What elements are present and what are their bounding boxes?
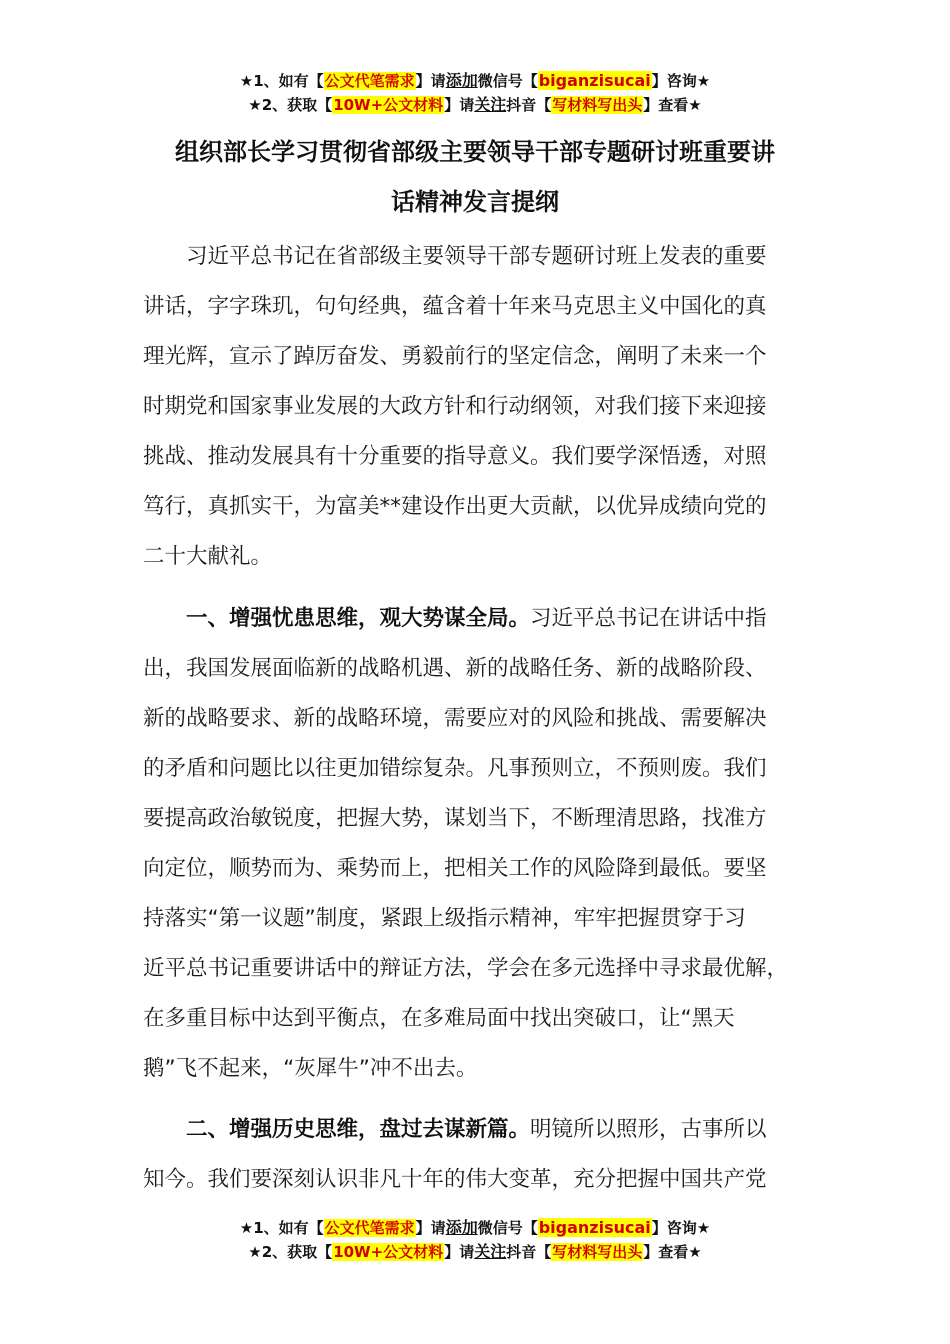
banner-text: 微信号【 — [477, 72, 538, 90]
paragraph-line — [143, 594, 808, 644]
paragraph-text: 明镜所以照形，古事所以 — [530, 1117, 767, 1142]
footer-banner — [0, 1216, 950, 1264]
banner-highlight-douyin: 写材料写出头 — [552, 96, 643, 114]
banner-highlight-douyin: 写材料写出头 — [552, 1243, 643, 1261]
paragraph-line: 持落实“第一议题”制度，紧跟上级指示精神，牢牢把握贯穿于习 — [143, 906, 746, 931]
paragraph-line: 要提高政治敏锐度，把握大势，谋划当下，不断理清思路，找准方 — [143, 806, 767, 831]
paragraph-text: 习近平总书记在讲话中指 — [530, 606, 767, 631]
banner-highlight-wechat-id: biganzisucai — [538, 1218, 651, 1237]
banner-text: 】查看★ — [643, 96, 702, 114]
banner-text: ★1、如有【 — [239, 72, 324, 90]
section-heading: 一、增强忧患思维，观大势谋全局。 — [186, 606, 531, 631]
banner-text: 】请 — [444, 96, 475, 114]
section-heading: 二、增强历史思维，盘过去谋新篇。 — [186, 1117, 531, 1142]
banner-highlight-wechat-id: biganzisucai — [538, 71, 651, 90]
banner-text: 】查看★ — [643, 1243, 702, 1261]
paragraph-line: 新的战略要求、新的战略环境，需要应对的风险和挑战、需要解决 — [143, 706, 767, 731]
banner-text: ★1、如有【 — [239, 1219, 324, 1237]
banner-text: 微信号【 — [477, 1219, 538, 1237]
paragraph-line — [143, 1105, 808, 1155]
banner-line-1 — [0, 1216, 950, 1240]
banner-highlight: 公文代笔需求 — [324, 72, 415, 90]
title-line-1: 组织部长学习贯彻省部级主要领导干部专题研讨班重要讲 — [175, 138, 775, 166]
banner-text: 】请 — [444, 1243, 475, 1261]
paragraph-line: 讲话，字字珠玑，句句经典，蕴含着十年来马克思主义中国化的真 — [143, 294, 767, 319]
title-line-2: 话精神发言提纲 — [391, 188, 559, 216]
banner-text: 】请 — [415, 72, 446, 90]
banner-line-2 — [0, 93, 950, 117]
paragraph-intro — [143, 232, 808, 582]
paragraph-line: 挑战、推动发展具有十分重要的指导意义。我们要学深悟透，对照 — [143, 444, 767, 469]
banner-text: 】咨询★ — [651, 72, 711, 90]
banner-underline-text: 添加 — [445, 71, 478, 90]
paragraph-section-1 — [143, 594, 808, 1094]
banner-text: 】请 — [415, 1219, 446, 1237]
banner-underline-text: 关注 — [474, 1242, 507, 1261]
banner-line-2 — [0, 1240, 950, 1264]
paragraph-line: 近平总书记重要讲话中的辩证方法，学会在多元选择中寻求最优解， — [143, 956, 789, 981]
banner-text: 抖音【 — [506, 1243, 552, 1261]
banner-line-1 — [0, 69, 950, 93]
paragraph-line: 出，我国发展面临新的战略机遇、新的战略任务、新的战略阶段、 — [143, 656, 767, 681]
paragraph-line: 二十大献礼。 — [143, 544, 273, 569]
header-banner — [0, 69, 950, 117]
banner-text: ★2、获取【 — [248, 1243, 333, 1261]
paragraph-line: 的矛盾和问题比以往更加错综复杂。凡事预则立，不预则废。我们 — [143, 756, 767, 781]
banner-underline-text: 关注 — [474, 95, 507, 114]
banner-text: ★2、获取【 — [248, 96, 333, 114]
paragraph-line: 理光辉，宣示了踔厉奋发、勇毅前行的坚定信念，阐明了未来一个 — [143, 344, 767, 369]
paragraph-line: 鹅”飞不起来，“灰犀牛”冲不出去。 — [143, 1056, 478, 1081]
banner-text: 抖音【 — [506, 96, 552, 114]
paragraph-line: 在多重目标中达到平衡点，在多难局面中找出突破口，让“黑天 — [143, 1006, 735, 1031]
paragraph-section-2 — [143, 1105, 808, 1205]
banner-text: 】咨询★ — [651, 1219, 711, 1237]
banner-highlight: 10W+公文材料 — [333, 1243, 444, 1261]
paragraph-line: 知今。我们要深刻认识非凡十年的伟大变革，充分把握中国共产党 — [143, 1167, 767, 1192]
paragraph-line: 习近平总书记在省部级主要领导干部专题研讨班上发表的重要 — [186, 244, 767, 269]
paragraph-line: 时期党和国家事业发展的大政方针和行动纲领，对我们接下来迎接 — [143, 394, 767, 419]
paragraph-line: 向定位，顺势而为、乘势而上，把相关工作的风险降到最低。要坚 — [143, 856, 767, 881]
paragraph-line: 笃行，真抓实干，为富美**建设作出更大贡献，以优异成绩向党的 — [143, 494, 767, 519]
banner-underline-text: 添加 — [445, 1218, 478, 1237]
document-title — [140, 127, 810, 227]
banner-highlight: 公文代笔需求 — [324, 1219, 415, 1237]
banner-highlight: 10W+公文材料 — [333, 96, 444, 114]
